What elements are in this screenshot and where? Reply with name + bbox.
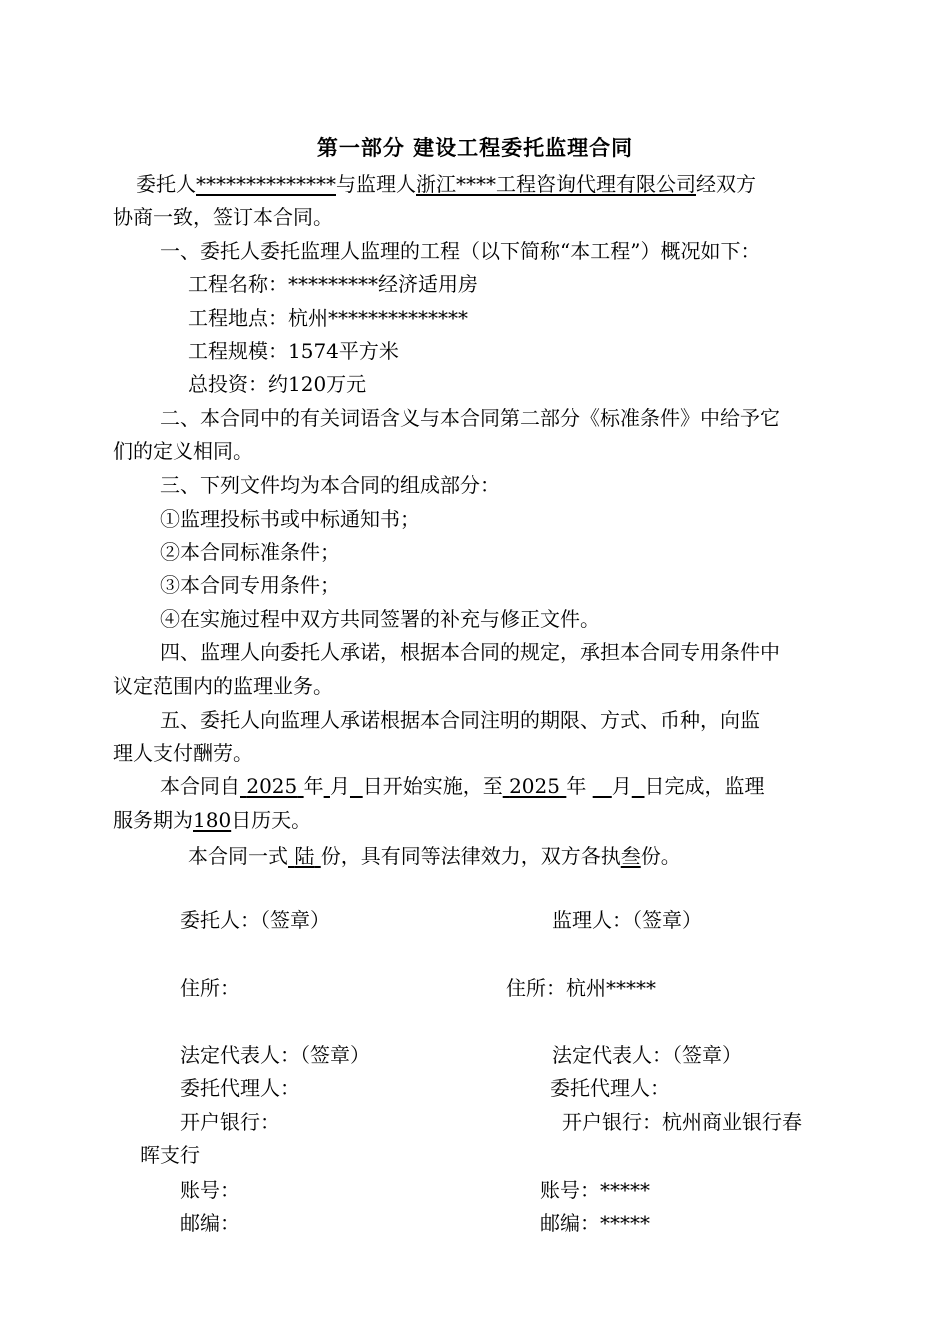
- document-title: 第一部分 建设工程委托监理合同: [316, 135, 634, 160]
- supervisor-legal-rep: 法定代表人：（签章）: [552, 1043, 742, 1067]
- supervisor-name: 浙江****工程咨询代理有限公司: [416, 172, 696, 196]
- client-sign: 委托人：（签章）: [180, 908, 330, 932]
- intro-suffix: 经双方: [696, 172, 756, 196]
- supervisor-sign: 监理人：（签章）: [552, 908, 702, 932]
- project-scale: 工程规模：1574平方米: [188, 339, 399, 363]
- copies-each: 叁: [620, 844, 641, 868]
- total-investment: 总投资：约120万元: [188, 372, 367, 396]
- project-location: 工程地点：杭州**************: [188, 306, 468, 330]
- supervisor-bank-continued: 晖支行: [140, 1143, 200, 1167]
- period-text: 年: [566, 774, 587, 798]
- end-year: 2025: [509, 774, 560, 798]
- section-5-line-2: 理人支付酬劳。: [113, 741, 253, 765]
- client-bank: 开户银行：: [180, 1110, 280, 1134]
- supervisor-label: 与监理人: [336, 172, 416, 196]
- document-list-item: ②本合同标准条件；: [160, 540, 340, 564]
- section-5-line-1: 五、委托人向监理人承诺根据本合同注明的期限、方式、币种，向监: [160, 708, 760, 732]
- supervisor-account: 账号：*****: [540, 1178, 650, 1202]
- supervisor-address: 住所：杭州*****: [506, 976, 656, 1000]
- start-day: [350, 774, 363, 798]
- client-address: 住所：: [180, 976, 240, 1000]
- copies-text: 份。: [640, 844, 681, 868]
- document-list-item: ①监理投标书或中标通知书；: [160, 507, 420, 531]
- client-legal-rep: 法定代表人：（签章）: [180, 1043, 370, 1067]
- period-text: 月: [611, 774, 632, 798]
- section-1-heading: 一、委托人委托监理人监理的工程（以下简称“本工程”）概况如下：: [160, 239, 761, 263]
- copies-text: 份，具有同等法律效力，双方各执: [320, 844, 621, 868]
- period-text: 日历天。: [231, 808, 312, 832]
- intro-line-2: 协商一致，签订本合同。: [113, 205, 333, 229]
- client-agent: 委托代理人：: [180, 1076, 300, 1100]
- document-list-item: ③本合同专用条件；: [160, 573, 340, 597]
- supervisor-bank: 开户银行：杭州商业银行春: [562, 1110, 802, 1134]
- service-days: 180: [193, 808, 232, 832]
- section-2-line-1: 二、本合同中的有关词语含义与本合同第二部分《标准条件》中给予它: [160, 406, 780, 430]
- period-line-1: [160, 772, 764, 800]
- project-name: 工程名称：*********经济适用房: [188, 272, 478, 296]
- period-text: 服务期为: [113, 808, 193, 832]
- client-label: 委托人: [136, 172, 196, 196]
- copies-line: [188, 842, 681, 870]
- supervisor-postcode: 邮编：*****: [540, 1211, 650, 1235]
- period-text: 日开始实施，至: [362, 774, 503, 798]
- section-4-line-1: 四、监理人向委托人承诺，根据本合同的规定，承担本合同专用条件中: [160, 640, 780, 664]
- period-text: 日完成，监理: [644, 774, 765, 798]
- client-postcode: 邮编：: [180, 1211, 240, 1235]
- period-text: 本合同自: [160, 774, 240, 798]
- period-text: 年: [303, 774, 324, 798]
- period-line-2: [113, 806, 311, 834]
- client-name: **************: [196, 172, 336, 196]
- intro-line-1: [136, 170, 756, 198]
- copies-count: 陆: [294, 844, 315, 868]
- section-4-line-2: 议定范围内的监理业务。: [113, 674, 333, 698]
- end-day: [632, 774, 645, 798]
- client-account: 账号：: [180, 1178, 240, 1202]
- end-month: [593, 774, 612, 798]
- copies-text: 本合同一式: [188, 844, 288, 868]
- section-2-line-2: 们的定义相同。: [113, 439, 253, 463]
- document-list-item: ④在实施过程中双方共同签署的补充与修正文件。: [160, 607, 600, 631]
- start-year: 2025: [246, 774, 298, 798]
- period-text: 月: [329, 774, 350, 798]
- supervisor-agent: 委托代理人：: [550, 1076, 670, 1100]
- section-3-heading: 三、下列文件均为本合同的组成部分：: [160, 473, 500, 497]
